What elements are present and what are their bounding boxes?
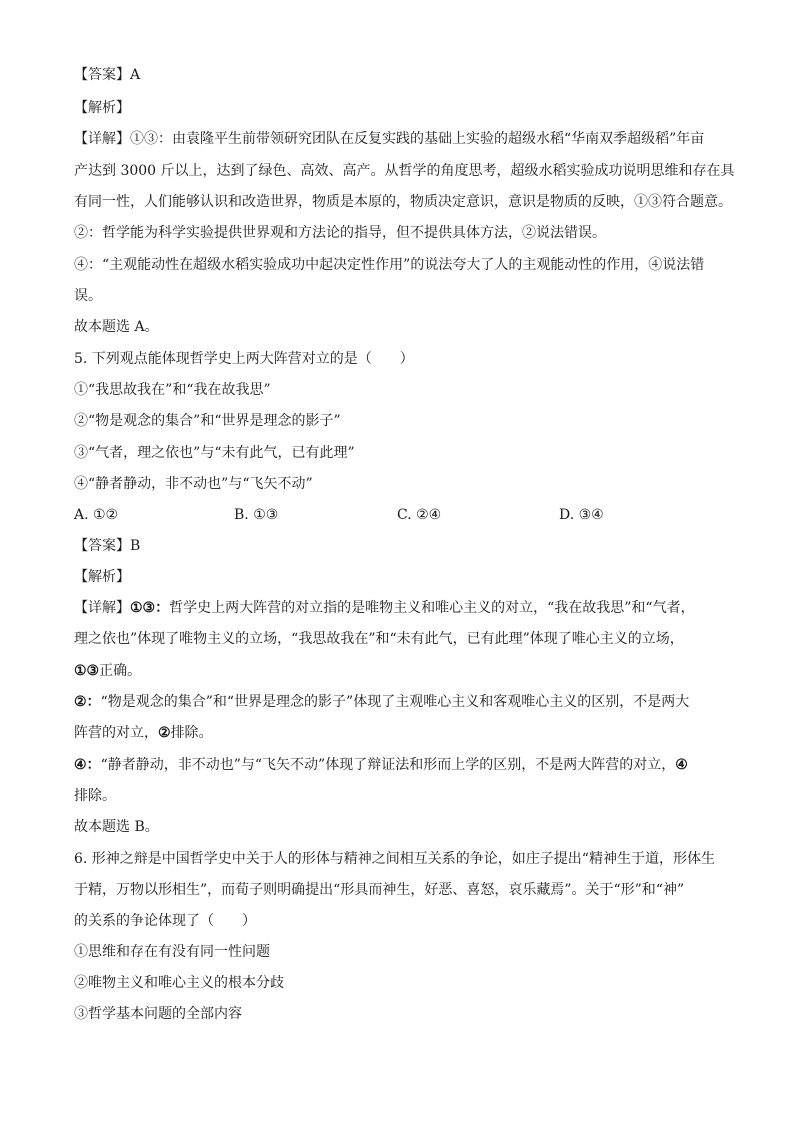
answer-value: B [130,538,141,554]
question-stem: 的关系的争论体现了（ ） [74,913,256,929]
detail-tag: 【详解】 [74,600,130,616]
option-a: A. ①② [74,507,119,523]
detail-line: 误。 [74,288,102,304]
detail-line: ④：“主观能动性在超级水稻实验成功中起决定性作用”的说法夸大了人的主观能动性的作用，④说法错 [74,257,705,273]
detail-line [74,599,734,617]
detail-text: 排除。 [170,725,213,741]
detail-line [74,130,734,148]
detail-lead: ①③： [130,600,170,616]
statement-item: ②“物是观念的集合”和“世界是理念的影子” [74,413,341,429]
detail-line: ②：哲学能为科学实验提供世界观和方法论的指导，但不提供具体方法，②说法错误。 [74,225,606,241]
analysis-tag: 【解析】 [74,569,130,585]
conclusion: 故本题选 A。 [74,319,159,335]
detail-line: 理之依也”体现了唯物主义的立场，“我思故我在”和“未有此气，已有此理”体现了唯心主义的立场， [74,631,684,647]
detail-text: 阵营的对立， [74,725,158,741]
detail-tag: 【详解】 [74,131,130,147]
detail-line [74,693,734,711]
option-b: B. ①③ [234,507,279,523]
detail-text: 哲学史上两大阵营的对立指的是唯物主义和唯心主义的对立，“我在故我思”和“气者， [169,600,695,616]
conclusion: 故本题选 B。 [74,819,159,835]
detail-text: ①③：由袁隆平生前带领研究团队在反复实践的基础上实验的超级水稻“华南双季超级稻”年亩 [130,131,705,147]
detail-line: 排除。 [74,788,116,804]
answer-tag: 【答案】 [74,67,130,83]
statement-item: ①“我思故我在”和“我在故我思” [74,382,271,398]
detail-text: “静者静动，非不动也”与“飞矢不动”体现了辩证法和形而上学的区别，不是两大阵营的对立， [100,757,676,773]
detail-mark: ④ [675,757,688,773]
detail-lead: ④： [74,757,101,773]
detail-text: 正确。 [99,663,142,679]
detail-line: 有同一性，人们能够认识和改造世界，物质是本原的，物质决定意识，意识是物质的反映，①③符合题意。 [74,194,732,210]
statement-item: ①思维和存在有没有同一性问题 [74,944,270,960]
detail-lead: ②： [74,694,101,710]
statement-item: ③哲学基本问题的全部内容 [74,1006,242,1022]
statement-item: ②唯物主义和唯心主义的根本分歧 [74,975,284,991]
detail-line: 产达到 3000 斤以上，达到了绿色、高效、高产。从哲学的角度思考，超级水稻实验成功说明思维和存在具 [74,163,735,179]
answer-tag: 【答案】 [74,538,130,554]
detail-line [74,662,734,680]
answer-value: A [130,67,141,83]
detail-mark: ② [158,725,171,741]
option-d: D. ③④ [559,507,604,523]
answer-line [74,66,734,84]
option-c: C. ②④ [397,507,442,523]
statement-item: ④“静者静动，非不动也”与“飞矢不动” [74,476,313,492]
question-stem: 6. 形神之辩是中国哲学史中关于人的形体与精神之间相互关系的争论，如庄子提出“精神生于道，形体生 [74,851,715,867]
question-stem: 5. 下列观点能体现哲学史上两大阵营对立的是（ ） [74,351,414,367]
analysis-tag: 【解析】 [74,100,130,116]
options-row [74,506,734,524]
detail-lead: ①③ [74,663,100,679]
answer-line [74,537,734,555]
detail-line [74,756,734,774]
question-stem: 于精，万物以形相生”，而荀子则明确提出“形具而神生，好恶、喜怒，哀乐藏焉”。关于“形”和“神” [74,882,685,898]
detail-line [74,724,734,742]
detail-text: “物是观念的集合”和“世界是理念的影子”体现了主观唯心主义和客观唯心主义的区别，不是两大 [100,694,690,710]
statement-item: ③“气者，理之依也”与“未有此气，已有此理” [74,445,355,461]
